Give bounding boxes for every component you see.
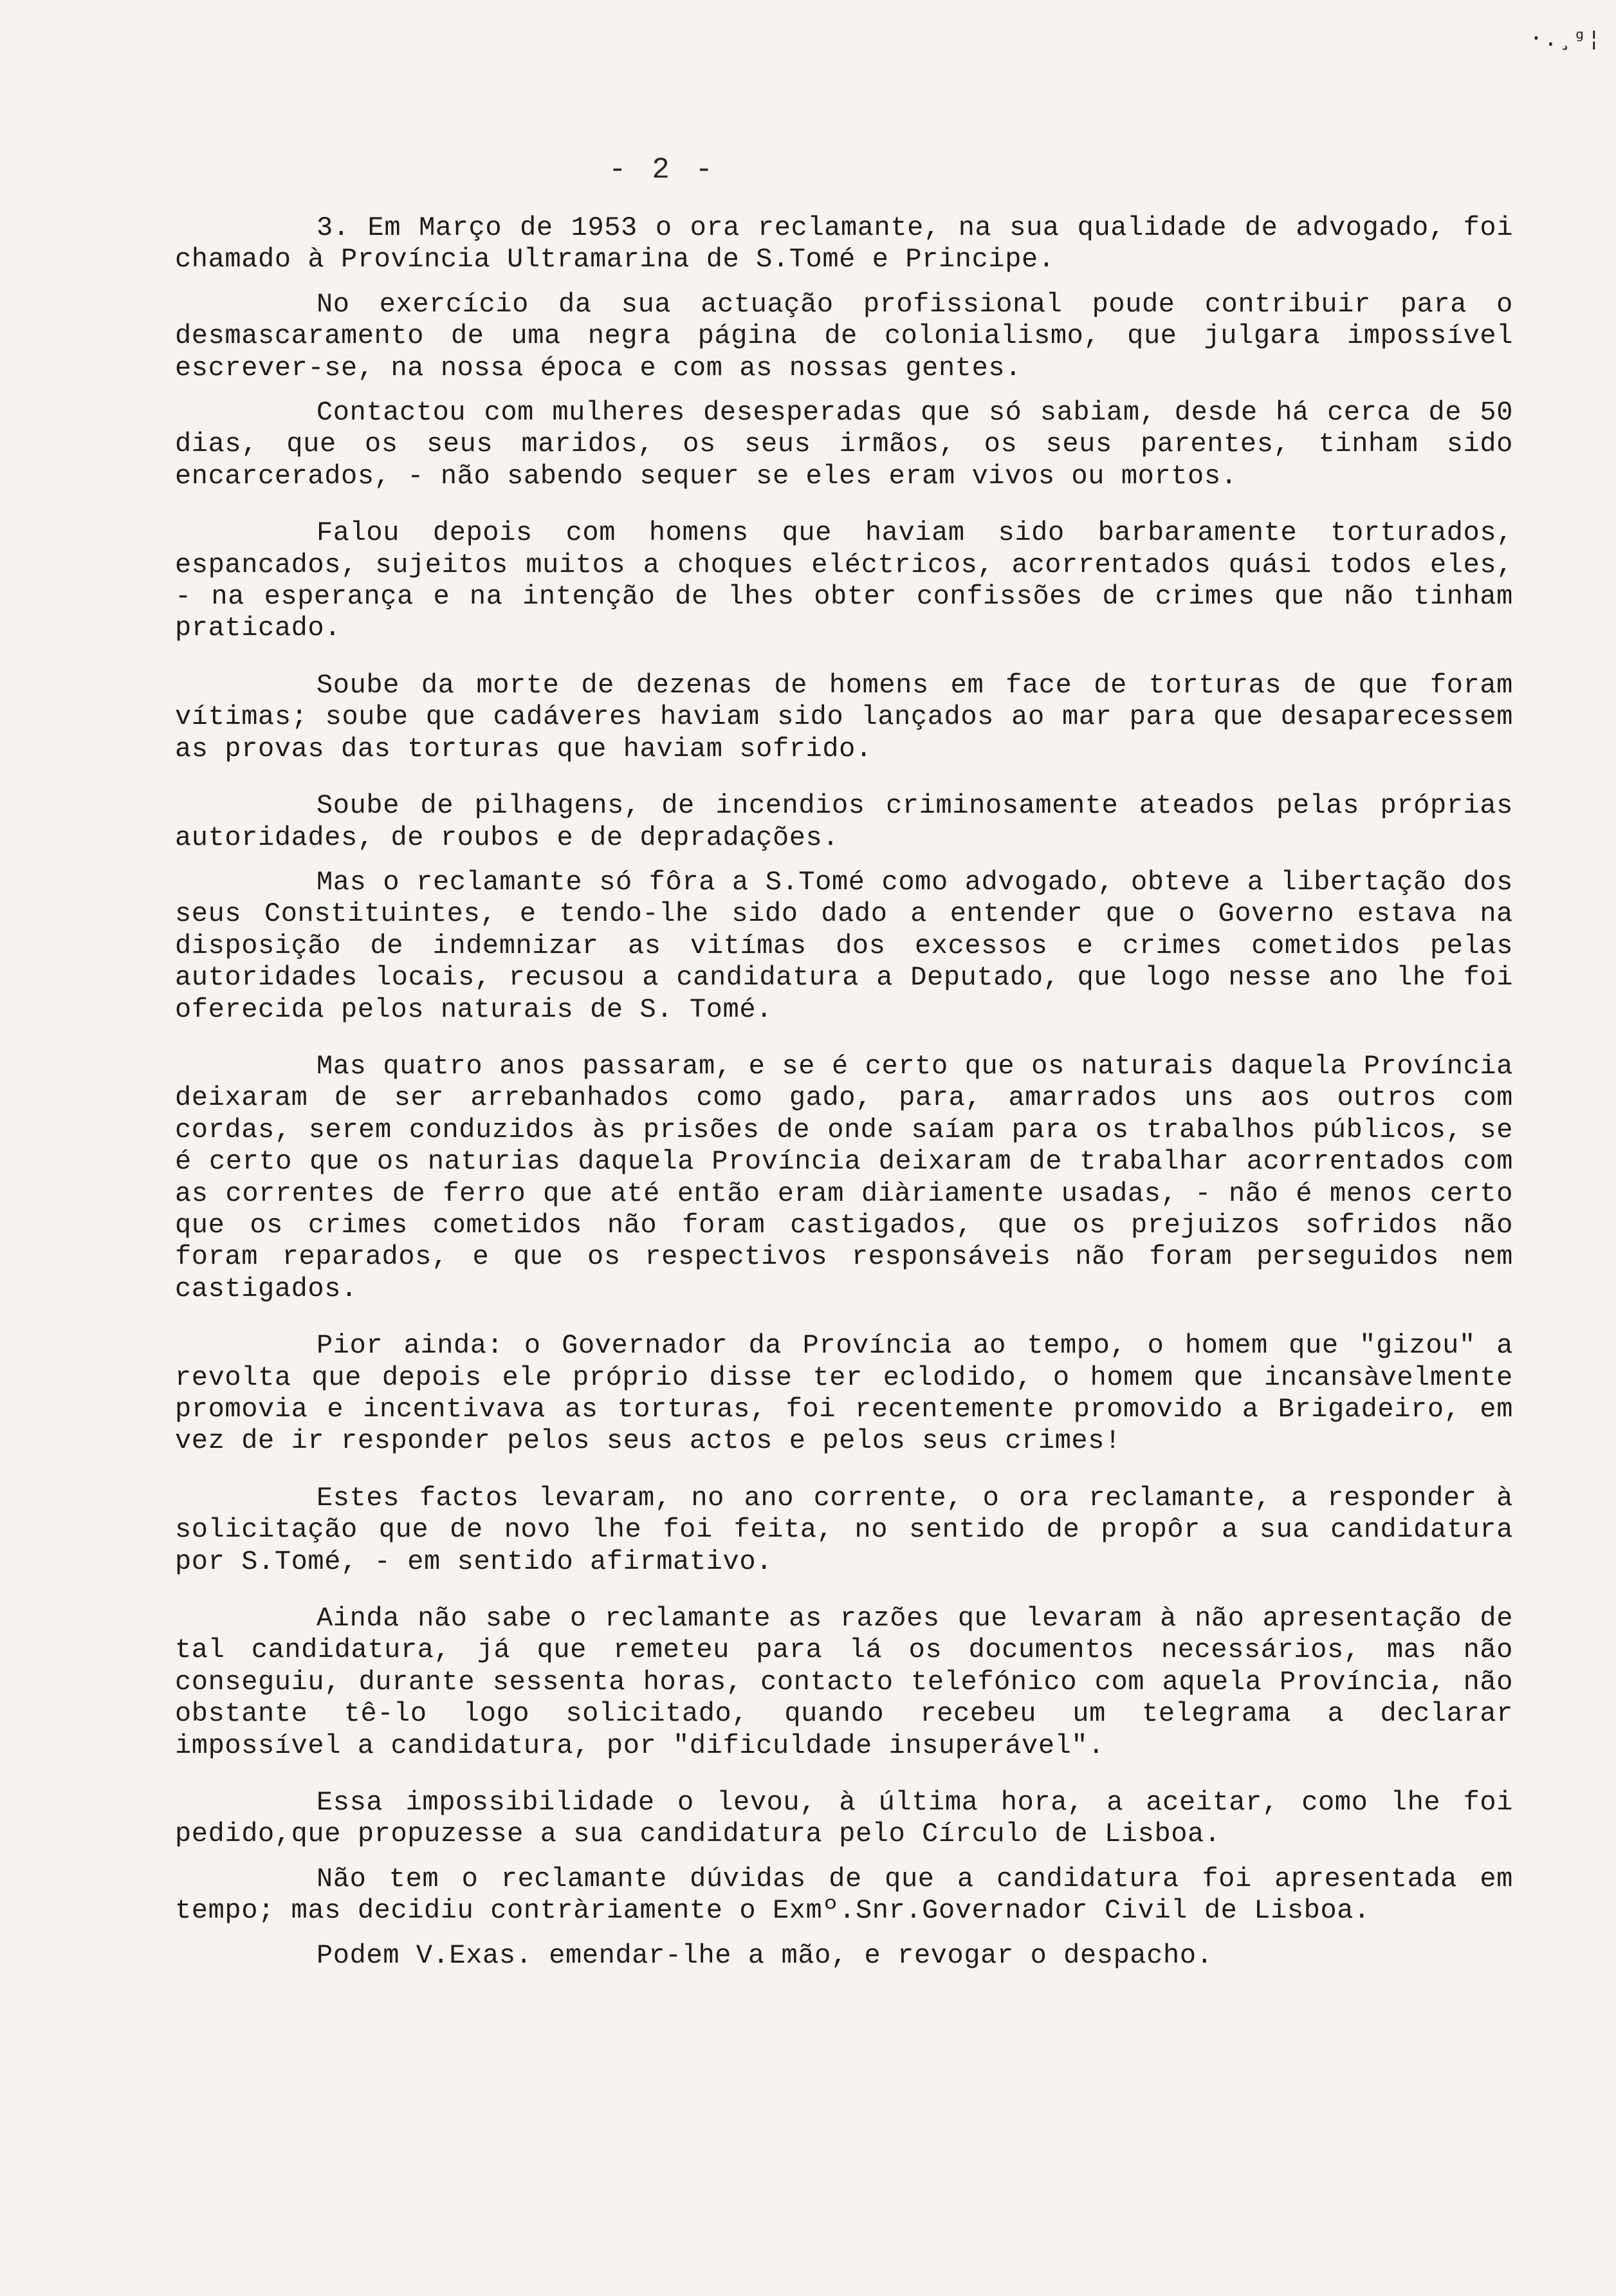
corner-handwritten-mark: ·.¸ᵍ¦ — [1529, 26, 1602, 51]
paragraph-6: Soube de pilhagens, de incendios criminosamente ateados pelas próprias autoridades, de roubos e de depradações. — [175, 790, 1513, 853]
paragraph-1: 3. Em Março de 1953 o ora reclamante, na sua qualidade de advogado, foi chamado à Província Ultramarina de S.Tomé e Principe. — [175, 212, 1513, 275]
paragraph-3: Contactou com mulheres desesperadas que só sabiam, desde há cerca de 50 dias, que os seus maridos, os seus irmãos, os seus parentes, tinham sido encarcerados, - não sabendo sequer se eles eram vivos ou mortos. — [175, 397, 1513, 492]
paragraph-11: Ainda não sabe o reclamante as razões que levaram à não apresentação de tal candidatura, já que remeteu para lá os documentos necessários, mas não conseguiu, durante sessenta horas, contacto telefónico com aquela Província, não obstante tê-lo logo solicitado, quando recebeu um telegrama a declarar impossível a candidatura, por "dificuldade insuperável". — [175, 1603, 1513, 1761]
typed-letter-body — [175, 212, 1513, 1997]
paragraph-8: Mas quatro anos passaram, e se é certo que os naturais daquela Província deixaram de ser arrebanhados como gado, para, amarrados uns aos outros com cordas, serem conduzidos às prisões de onde saíam para os trabalhos públicos, se é certo que os naturias daquela Província deixaram de trabalhar acorrentados com as correntes de ferro que até então eram diàriamente usadas, - não é menos certo que os crimes cometidos não foram castigados, que os prejuizos sofridos não foram reparados, e que os respectivos responsáveis não foram perseguidos nem castigados. — [175, 1050, 1513, 1304]
paragraph-12: Essa impossibilidade o levou, à última hora, a aceitar, como lhe foi pedido,que propuzesse a sua candidatura pelo Círculo de Lisboa. — [175, 1787, 1513, 1850]
paragraph-13: Não tem o reclamante dúvidas de que a candidatura foi apresentada em tempo; mas decidiu contràriamente o Exmº.Snr.Governador Civil de Lisboa. — [175, 1863, 1513, 1927]
paragraph-5: Soube da morte de dezenas de homens em face de torturas de que foram vítimas; soube que cadáveres haviam sido lançados ao mar para que desaparecessem as provas das torturas que haviam sofrido. — [175, 669, 1513, 764]
paragraph-4: Falou depois com homens que haviam sido barbaramente torturados, espancados, sujeitos muitos a choques eléctricos, acorrentados quási todos eles, - na esperança e na intenção de lhes obter confissões de crimes que não tinham praticado. — [175, 517, 1513, 644]
paragraph-7: Mas o reclamante só fôra a S.Tomé como advogado, obteve a libertação dos seus Constituintes, e tendo-lhe sido dado a entender que o Governo estava na disposição de indemnizar as vitímas dos excessos e crimes cometidos pelas autoridades locais, recusou a candidatura a Deputado, que logo nesse ano lhe foi oferecida pelos naturais de S. Tomé. — [175, 866, 1513, 1025]
paragraph-14: Podem V.Exas. emendar-lhe a mão, e revogar o despacho. — [317, 1940, 1213, 1971]
page-number: - 2 - — [608, 153, 717, 187]
paragraph-10: Estes factos levaram, no ano corrente, o ora reclamante, a responder à solicitação que de novo lhe foi feita, no sentido de propôr a sua candidatura por S.Tomé, - em sentido afirmativo. — [175, 1482, 1513, 1577]
paragraph-2: No exercício da sua actuação profissional poude contribuir para o desmascaramento de uma negra página de colonialismo, que julgara impossível escrever-se, na nossa época e com as nossas gentes. — [175, 288, 1513, 384]
paragraph-9: Pior ainda: o Governador da Província ao tempo, o homem que "gizou" a revolta que depois ele próprio disse ter eclodido, o homem que incansàvelmente promovia e incentivava as torturas, foi recentemente promovido a Brigadeiro, em vez de ir responder pelos seus actos e pelos seus crimes! — [175, 1330, 1513, 1457]
